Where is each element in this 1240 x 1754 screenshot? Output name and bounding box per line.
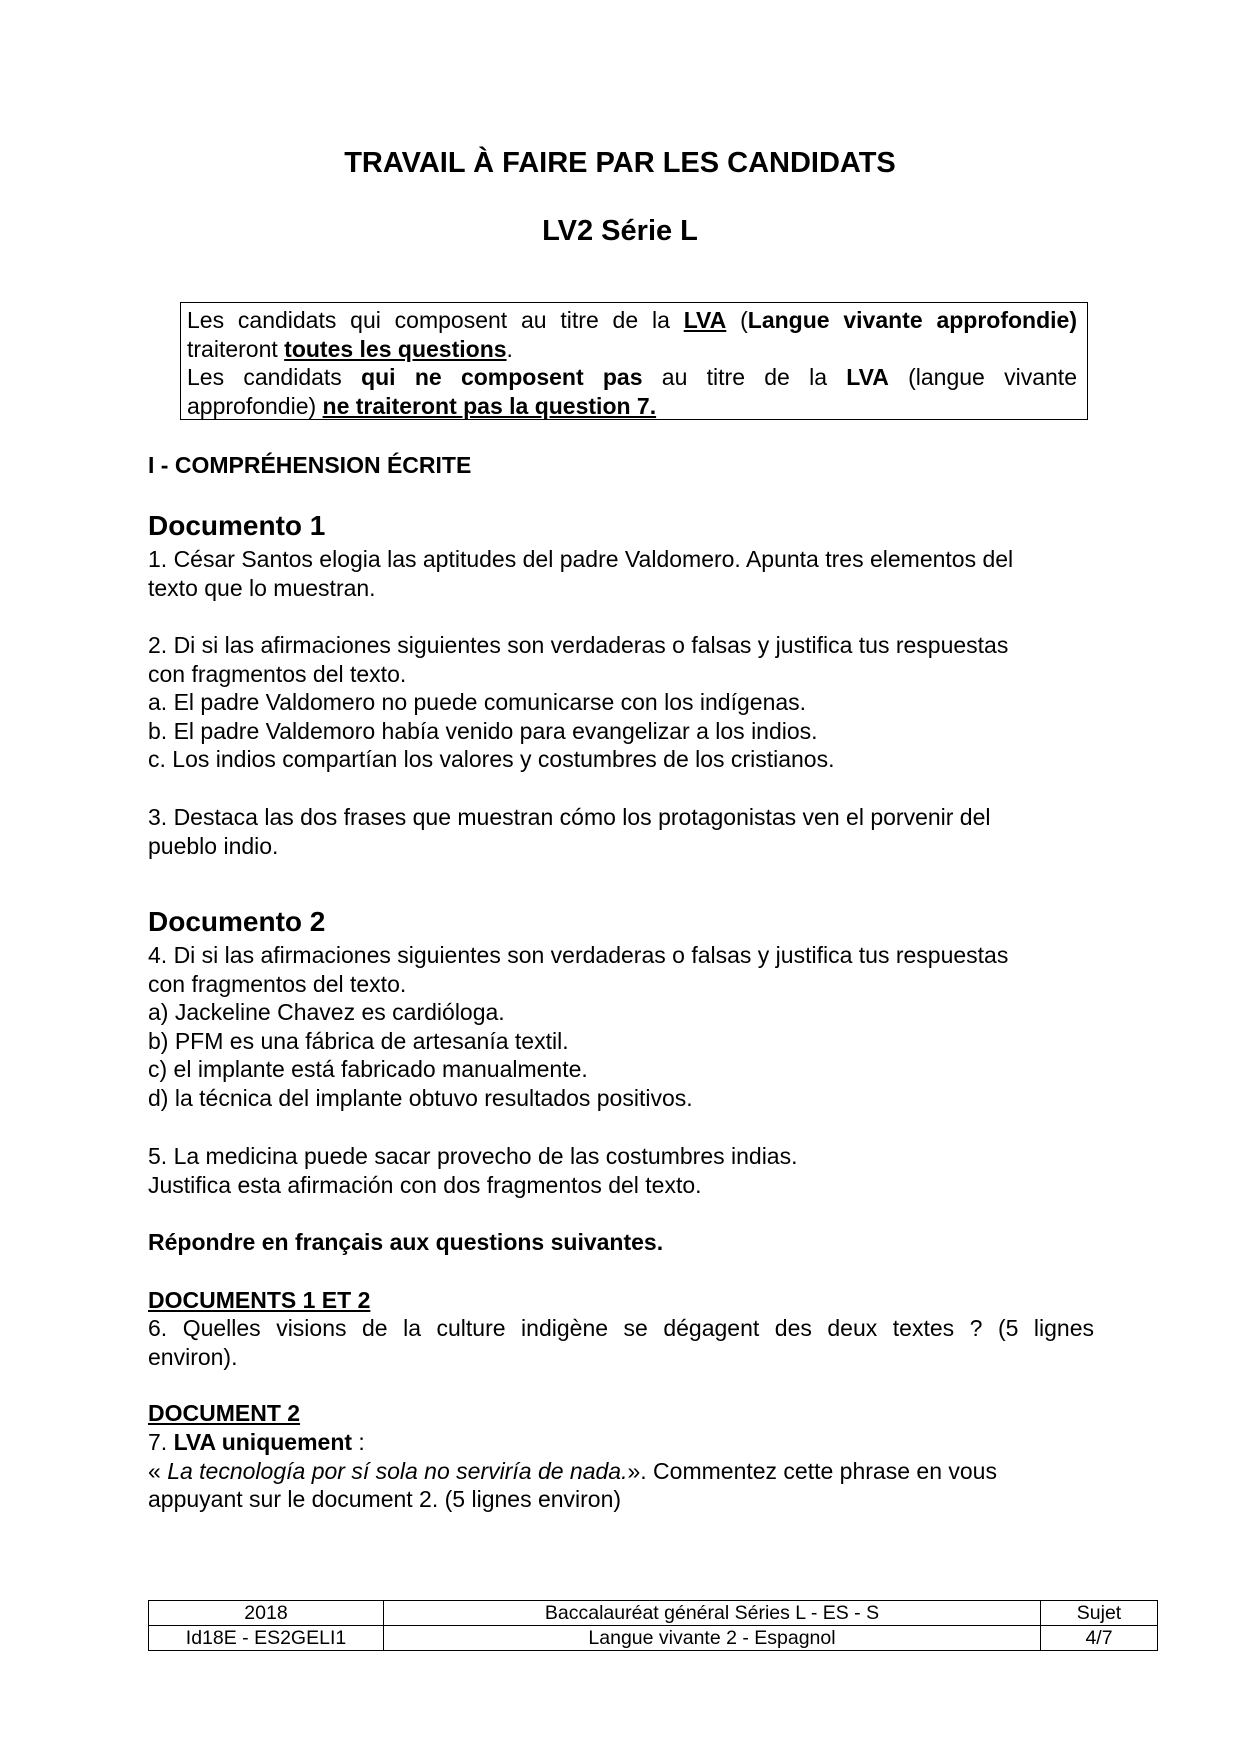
question-6: 6. Quelles visions de la culture indigène se dégagent des deux textes ? (5 lignes environ). [148,1315,1094,1370]
french-instruction: Répondre en français aux questions suivantes. [148,1229,664,1255]
documents-1-2-heading: DOCUMENTS 1 ET 2 [148,1287,371,1313]
document-2-heading: DOCUMENT 2 [148,1400,301,1426]
documento-1-heading: Documento 1 [148,510,326,541]
question-2: 2. Di si las afirmaciones siguientes son verdaderas o falsas y justifica tus respuestas con fragmentos del texto. a. El padre Valdomero no puede comunicarse con los indígenas. b. El padre Valdemoro había venido para evangelizar a los indios. c. Los indios compartían los valores y costumbres de los cristianos. [148,632,1009,773]
footer-exam: Baccalauréat général Séries L - ES - S [384,1601,1041,1626]
footer-table [148,1600,1158,1651]
footer-page-number: 4/7 [1041,1626,1158,1651]
page-title: TRAVAIL À FAIRE PAR LES CANDIDATS [344,147,896,179]
section-heading: I - COMPRÉHENSION ÉCRITE [148,452,472,478]
notice-line-4: approfondie) ne traiteront pas la question 7. [187,392,657,419]
footer-year: 2018 [149,1601,384,1626]
footer-subject: Langue vivante 2 - Espagnol [384,1626,1041,1651]
notice-line-1: Les candidats qui composent au titre de la LVA (Langue vivante approfondie) [187,307,1077,333]
question-4: 4. Di si las afirmaciones siguientes son verdaderas o falsas y justifica tus respuestas con fragmentos del texto. a) Jackeline Chavez es cardióloga. b) PFM es una fábrica de artesanía textil. c) el implante está fabricado manualmente. d) la técnica del implante obtuvo resultados positivos. [148,942,1009,1111]
footer-code: Id18E - ES2GELI1 [149,1626,384,1651]
question-1: 1. César Santos elogia las aptitudes del padre Valdomero. Apunta tres elementos del texto que lo muestran. [148,546,1014,601]
documento-2-heading: Documento 2 [148,906,326,937]
notice-line-2: traiteront toutes les questions. [187,335,513,362]
instructions-box [180,302,1088,420]
question-3: 3. Destaca las dos frases que muestran cómo los protagonistas ven el porvenir del pueblo indio. [148,804,991,859]
footer-type: Sujet [1041,1601,1158,1626]
question-7: 7. LVA uniquement : « La tecnología por sí sola no serviría de nada.». Commentez cette phrase en vous appuyant sur le document 2. (5 lignes environ) [148,1429,997,1513]
notice-line-3: Les candidats qui ne composent pas au titre de la LVA (langue vivante [187,364,1077,390]
question-5: 5. La medicina puede sacar provecho de las costumbres indias. Justifica esta afirmación con dos fragmentos del texto. [148,1143,798,1198]
page-subtitle: LV2 Série L [542,215,698,247]
